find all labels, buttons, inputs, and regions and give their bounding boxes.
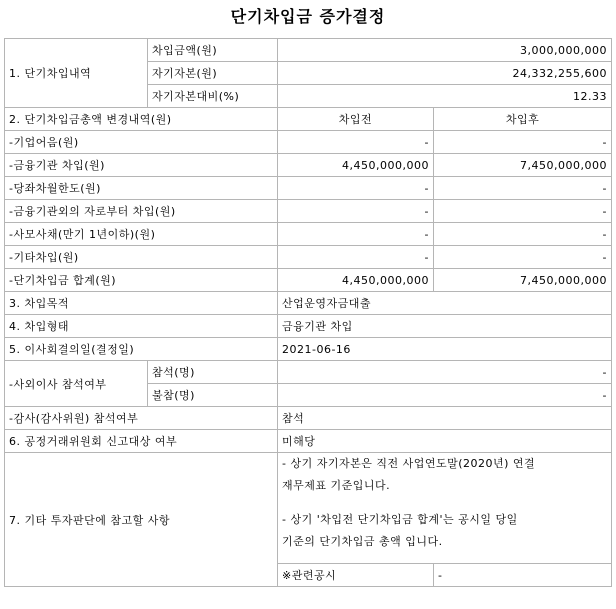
row-label: -당좌차월한도(원) [5, 177, 278, 200]
section-2-label: 2. 단기차입금총액 변경내역(원) [5, 108, 278, 131]
equity-ratio-value: 12.33 [278, 85, 612, 108]
row-label: -사모사채(만기 1년이하)(원) [5, 223, 278, 246]
row-before: - [278, 131, 434, 154]
row-label: -금융기관 차입(원) [5, 154, 278, 177]
borrow-amount-label: 차입금액(원) [148, 39, 278, 62]
table-row [5, 269, 612, 292]
absent-label: 불참(명) [148, 384, 278, 407]
row-before: - [278, 246, 434, 269]
row-before: - [278, 223, 434, 246]
page-title: 단기차입금 증가결정 [230, 7, 386, 26]
table-row [5, 430, 612, 453]
section-3-value: 산업운영자금대출 [278, 292, 612, 315]
row-label: -기업어음(원) [5, 131, 278, 154]
note-line: - 상기 '차입전 단기차입금 합계'는 공시일 당일 [282, 513, 518, 526]
table-row [5, 108, 612, 131]
section-4-label: 4. 차입형태 [5, 315, 278, 338]
row-after: - [434, 200, 612, 223]
row-after: - [434, 246, 612, 269]
section-4-value: 금융기관 차입 [278, 315, 612, 338]
note-line: 재무제표 기준입니다. [282, 479, 391, 492]
row-after: - [434, 223, 612, 246]
outside-director-label: -사외이사 참석여부 [5, 361, 148, 407]
borrow-amount-value: 3,000,000,000 [278, 39, 612, 62]
audit-value: 참석 [278, 407, 612, 430]
row-label: -단기차입금 합계(원) [5, 269, 278, 292]
disclosure-table [4, 38, 612, 587]
row-after: 7,450,000,000 [434, 154, 612, 177]
row-after: - [434, 131, 612, 154]
note-line: 기준의 단기차입금 총액 입니다. [282, 535, 443, 548]
row-before: - [278, 200, 434, 223]
table-row [5, 315, 612, 338]
section-6-label: 6. 공정거래위원회 신고대상 여부 [5, 430, 278, 453]
section-5-value: 2021-06-16 [278, 338, 612, 361]
table-row [5, 39, 612, 62]
row-label: -금융기관외의 자로부터 차입(원) [5, 200, 278, 223]
row-after: 7,450,000,000 [434, 269, 612, 292]
equity-value: 24,332,255,600 [278, 62, 612, 85]
row-label: -기타차입(원) [5, 246, 278, 269]
col-after-header: 차입후 [434, 108, 612, 131]
table-row [5, 246, 612, 269]
row-before: 4,450,000,000 [278, 269, 434, 292]
attend-label: 참석(명) [148, 361, 278, 384]
section-3-label: 3. 차입목적 [5, 292, 278, 315]
table-row [5, 177, 612, 200]
related-disclosure-value: - [434, 564, 612, 587]
table-row [5, 338, 612, 361]
row-before: 4,450,000,000 [278, 154, 434, 177]
section-6-value: 미해당 [278, 430, 612, 453]
section-1-label: 1. 단기차입내역 [5, 39, 148, 108]
table-row [5, 292, 612, 315]
section-7-notes [278, 453, 612, 564]
absent-value: - [278, 384, 612, 407]
related-disclosure-label: ※관련공시 [278, 564, 434, 587]
audit-label: -감사(감사위원) 참석여부 [5, 407, 278, 430]
equity-label: 자기자본(원) [148, 62, 278, 85]
section-7-label: 7. 기타 투자판단에 참고할 사항 [5, 453, 278, 587]
row-before: - [278, 177, 434, 200]
table-row [5, 407, 612, 430]
col-before-header: 차입전 [278, 108, 434, 131]
section-5-label: 5. 이사회결의일(결정일) [5, 338, 278, 361]
table-row [5, 361, 612, 384]
row-after: - [434, 177, 612, 200]
note-line: - 상기 자기자본은 직전 사업연도말(2020년) 연결 [282, 457, 536, 470]
attend-value: - [278, 361, 612, 384]
table-row [5, 200, 612, 223]
table-row [5, 154, 612, 177]
table-row [5, 453, 612, 564]
table-row [5, 131, 612, 154]
table-row [5, 223, 612, 246]
equity-ratio-label: 자기자본대비(%) [148, 85, 278, 108]
